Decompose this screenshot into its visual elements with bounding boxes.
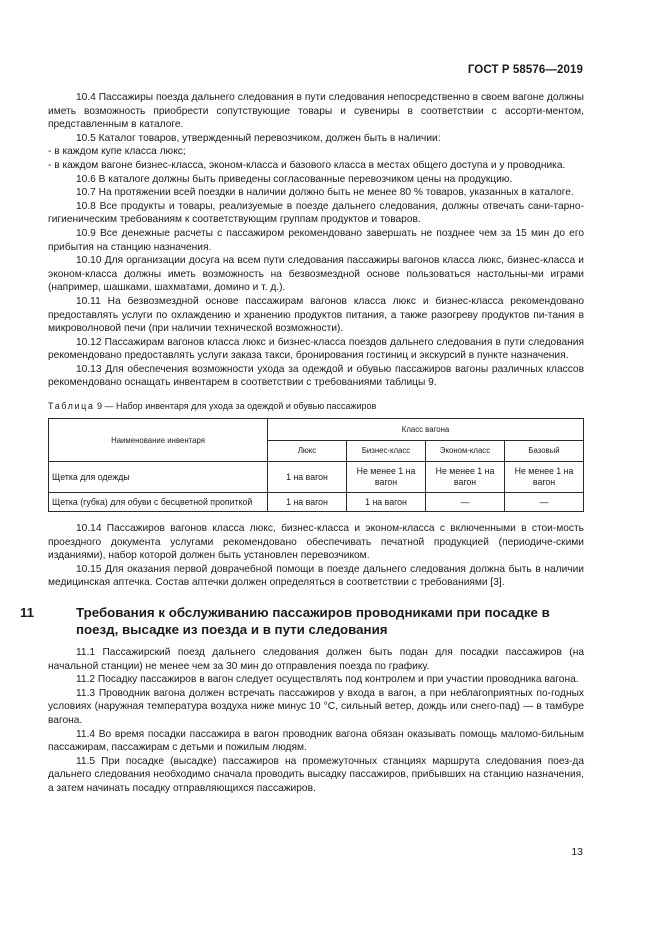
table-cell: — <box>505 493 584 512</box>
paragraph-10-7: 10.7 На протяжении всей поездки в наличии должно быть не менее 80 % товаров, указанных в каталоге. <box>76 187 574 199</box>
inventory-table <box>48 418 584 512</box>
paragraph-10-5: 10.5 Каталог товаров, утвержденный перевозчиком, должен быть в наличии: <box>76 132 441 144</box>
paragraph-11-4: 11.4 Во время посадки пассажира в вагон проводник вагона обязан оказывать помощь маломо-бильным пассажирам, пассажирам с детьми и пожилым людям. <box>48 728 584 754</box>
table-caption <box>48 400 584 412</box>
paragraph-11-2: 11.2 Посадку пассажиров в вагон следует осуществлять под контролем и при участии проводника вагона. <box>76 674 579 686</box>
table-cell: Не менее 1 на вагон <box>347 462 426 493</box>
paragraph-10-4: 10.4 Пассажиры поезда дальнего следования в пути следования непосредственно в своем вагоне должны иметь возможность приобрести сопутствующие товары и сувениры в соответствии с ассорти-ментом, представленным в каталоге. <box>48 92 584 131</box>
column-header-business: Бизнес-класс <box>347 440 426 462</box>
list-item: - в каждом вагоне бизнес-класса, эконом-класса и базового класса в местах общего доступа и у проводника. <box>48 159 566 171</box>
document-standard-header: ГОСТ Р 58576—2019 <box>467 64 583 76</box>
column-header-name: Наименование инвентаря <box>49 419 268 462</box>
paragraph-10-10: 10.10 Для организации досуга на всем пути следования пассажиры вагонов класса люкс, бизнес-класса и эконом-класса должны иметь возможность на безвозмездной основе пользоваться настольны-ми играми (например, шашками, шахматами, домино и т. д.). <box>48 255 584 294</box>
paragraph-11-5: 11.5 При посадке (высадке) пассажиров на промежуточных станциях маршрута следования поез-да дальнего следования необходимо сначала проводить высадку пассажиров, прибывших на станцию назначения, а затем начинать посадку отправляющихся пассажиров. <box>48 755 584 794</box>
column-header-economy: Эконом-класс <box>426 440 505 462</box>
paragraph-10-15: 10.15 Для оказания первой доврачебной помощи в поезде дальнего следования должна быть в наличии медицинская аптечка. Состав аптечки должен определяться в соответствии с требованиями [3]. <box>48 563 584 589</box>
table-cell: 1 на вагон <box>347 493 426 512</box>
paragraph-10-13: 10.13 Для обеспечения возможности ухода за одеждой и обувью пассажиров вагоны различных классов рекомендовано оснащать инвентарем в соответствии с требованиями таблицы 9. <box>48 363 584 389</box>
column-header-lux: Люкс <box>268 440 347 462</box>
paragraph-10-8: 10.8 Все продукты и товары, реализуемые в поезде дальнего следования, должны отвечать сани-тарно-гигиеническим требованиям к соответствующим группам продуктов и товаров. <box>48 200 584 226</box>
table-caption-label: Таблица <box>48 401 95 412</box>
page-content <box>20 91 584 796</box>
section-heading <box>20 604 584 638</box>
table-caption-text: 9 — Набор инвентаря для ухода за одеждой и обувью пассажиров <box>97 401 377 412</box>
paragraph-10-14: 10.14 Пассажиров вагонов класса люкс, бизнес-класса и эконом-класса с включенными в стои-мость проездного документа услугами рекомендовано обеспечивать печатной продукцией (периодиче-скими изданиями), набор которой должен быть установлен перевозчиком. <box>48 523 584 562</box>
page-number: 13 <box>571 846 583 858</box>
paragraph-11-1: 11.1 Пассажирский поезд дальнего следования должен быть подан для посадки пассажиров (на начальной станции) не менее чем за 30 мин до отправления поезда по графику. <box>48 647 584 672</box>
section-title: Требования к обслуживанию пассажиров проводниками при посадке в поезд, высадке из поезда и в пути следования <box>76 605 550 638</box>
paragraph-11-3: 11.3 Проводник вагона должен встречать пассажиров у входа в вагон, а при неблагоприятных по-годных условиях (наружная температура воздуха ниже минус 10 °С, сильный ветер, дождь или снего-пад) — в тамбуре вагона. <box>48 687 584 726</box>
table-cell: 1 на вагон <box>268 493 347 512</box>
section-number: 11 <box>20 605 35 621</box>
list-item: - в каждом купе класса люкс; <box>48 146 186 158</box>
column-header-basic: Базовый <box>505 440 584 462</box>
table-cell: — <box>426 493 505 512</box>
table-cell-name: Щетка (губка) для обуви с бесцветной пропиткой <box>49 493 268 512</box>
paragraph-10-11: 10.11 На безвозмездной основе пассажирам вагонов класса люкс и бизнес-класса рекомендовано предоставлять услуги по охлаждению и хранению продуктов питания, а также разогреву продуктов пи-тания в микроволновой печи (при наличии технической возможности). <box>48 295 584 335</box>
table-cell-name: Щетка для одежды <box>49 462 268 493</box>
table-row <box>49 493 584 512</box>
table-cell: Не менее 1 на вагон <box>505 462 584 493</box>
table-cell: Не менее 1 на вагон <box>426 462 505 493</box>
paragraph-10-6: 10.6 В каталоге должны быть приведены согласованные перевозчиком цены на продукцию. <box>76 173 513 185</box>
paragraph-10-9: 10.9 Все денежные расчеты с пассажиром рекомендовано завершать не позднее чем за 15 мин до его прибытия на станцию назначения. <box>48 227 584 253</box>
table-cell: 1 на вагон <box>268 462 347 493</box>
column-header-group: Класс вагона <box>268 419 584 441</box>
paragraph-10-12: 10.12 Пассажирам вагонов класса люкс и бизнес-класса поездов дальнего следования в пути следования рекомендовано предоставлять услуги заказа такси, бронирования гостиниц и экскурсий в пункте назначения. <box>48 336 584 362</box>
table-row <box>49 462 584 493</box>
